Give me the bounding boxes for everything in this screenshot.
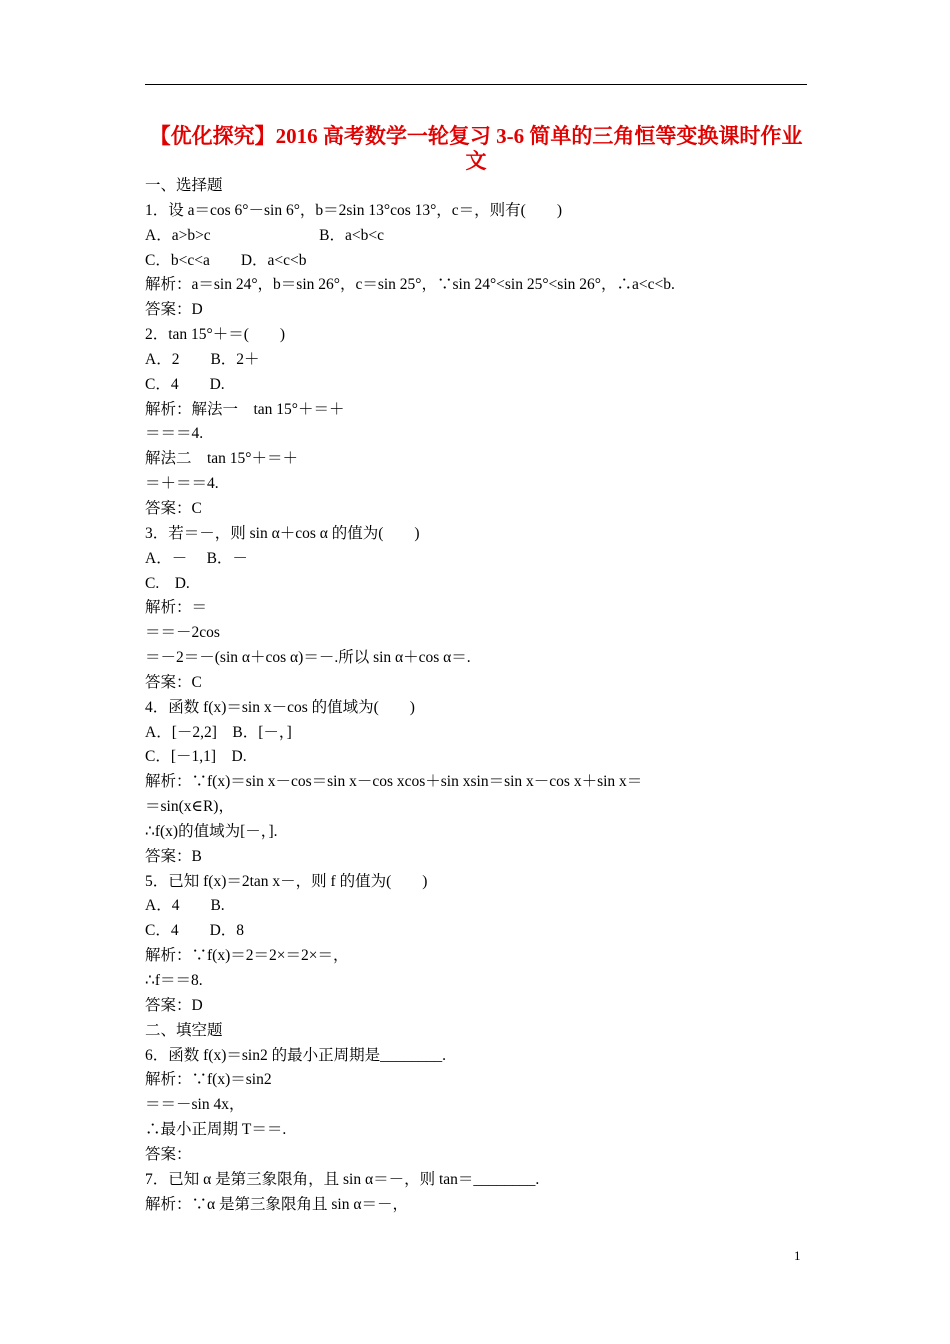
- text-line: 一、选择题: [145, 177, 223, 194]
- text-line: C．b<c<a D．a<c<b: [145, 251, 307, 269]
- page-number: 1: [794, 1248, 801, 1263]
- text-line: 7．已知 α 是第三象限角，且 sin α＝－，则 tan＝________.: [145, 1170, 540, 1188]
- text-line: 4．函数 f(x)＝sin x－cos 的值域为( ): [145, 698, 415, 716]
- text-line: ＝＝－2cos: [145, 624, 220, 642]
- text-line: 解析：∵f(x)＝sin2: [145, 1071, 272, 1089]
- text-line: 1．设 a＝cos 6°－sin 6°，b＝2sin 13°cos 13°，c＝，则有( ): [145, 201, 563, 219]
- text-line: 解析：∵α 是第三象限角且 sin α＝－，: [145, 1195, 408, 1213]
- text-line: A．－ B．－: [145, 549, 248, 567]
- text-line: A．4 B.: [145, 897, 225, 915]
- text-line: 解析：a＝sin 24°，b＝sin 26°，c＝sin 25°，∵sin 24°<sin 25°<sin 26°，∴a<c<b.: [145, 276, 675, 294]
- document-body: [145, 174, 807, 1217]
- text-line: ∴最小正周期 T＝＝.: [145, 1121, 287, 1139]
- text-line: 解析：＝: [145, 599, 208, 617]
- text-line: 答案：C: [145, 499, 202, 517]
- text-line: 答案：B: [145, 847, 202, 865]
- header-rule: [145, 84, 807, 85]
- text-line: 5．已知 f(x)＝2tan x－，则 f 的值为( ): [145, 872, 428, 890]
- text-line: 答案：D: [145, 301, 203, 319]
- text-line: ＝－2＝－(sin α＋cos α)＝－.所以 sin α＋cos α＝.: [145, 649, 471, 667]
- text-line: ＝＝－sin 4x，: [145, 1096, 245, 1114]
- text-line: 解析：解法一 tan 15°＋＝＋: [145, 400, 345, 418]
- text-line: A．2 B．2＋: [145, 350, 260, 368]
- text-line: C．[－1,1] D.: [145, 748, 247, 766]
- text-line: 答案：C: [145, 673, 202, 691]
- text-line: A．[－2,2] B．[－，]: [145, 723, 292, 741]
- text-line: 3．若＝－，则 sin α＋cos α 的值为( ): [145, 524, 420, 542]
- text-line: 二、填空题: [145, 1021, 223, 1039]
- text-line: 答案：D: [145, 996, 203, 1014]
- text-line: 6．函数 f(x)＝sin2 的最小正周期是________.: [145, 1046, 446, 1064]
- text-line: ＝＋＝＝4.: [145, 475, 219, 493]
- text-line: ∴f(x)的值域为[－，].: [145, 822, 278, 840]
- text-line: C．4 D.: [145, 375, 225, 393]
- text-line: A．a>b>c B．a<b<c: [145, 226, 385, 244]
- text-line: ∴f＝＝8.: [145, 972, 203, 989]
- text-line: ＝＝＝4.: [145, 425, 204, 443]
- text-line: ＝sin(x∈R)，: [145, 798, 234, 816]
- text-line: 答案：: [145, 1145, 192, 1163]
- text-line: 解法二 tan 15°＋＝＋: [145, 450, 299, 468]
- text-line: 解析：∵f(x)＝2＝2×＝2×＝，: [145, 947, 349, 965]
- text-line: 2．tan 15°＋＝( ): [145, 326, 286, 344]
- document-title: 【优化探究】2016 高考数学一轮复习 3-6 简单的三角恒等变换课时作业 文: [149, 124, 803, 173]
- text-line: C．4 D．8: [145, 922, 245, 940]
- text-line: C. D.: [145, 574, 190, 592]
- text-line: 解析：∵f(x)＝sin x－cos＝sin x－cos xcos＋sin xsin＝sin x－cos x＋sin x＝: [145, 773, 643, 791]
